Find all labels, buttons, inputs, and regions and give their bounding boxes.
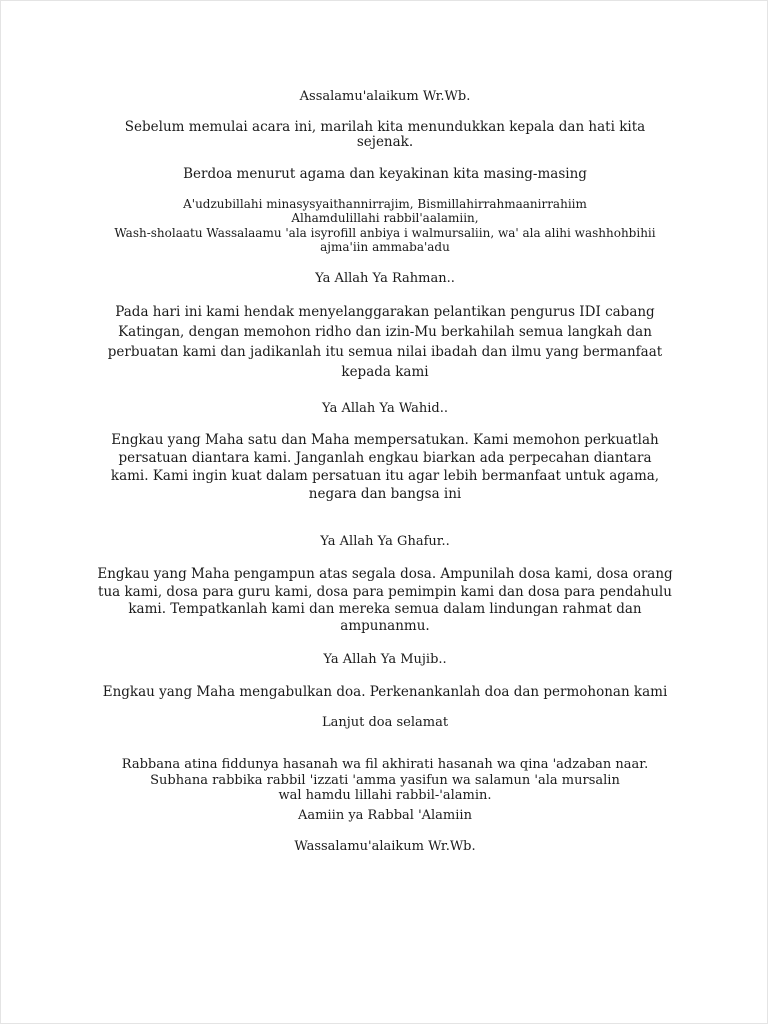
para-mujib: Engkau yang Maha mengabulkan doa. Perkenankanlah doa dan permohonan kami bbox=[102, 684, 668, 700]
greeting: Assalamu'alaikum Wr.Wb. bbox=[299, 89, 471, 104]
opening-line-4: ajma'iin ammaba'adu bbox=[320, 240, 450, 254]
para-ghafur-line-2: tua kami, dosa para guru kami, dosa para pemimpin kami dan dosa para pendahulu bbox=[98, 584, 672, 600]
closing-line-2: Subhana rabbika rabbil 'izzati 'amma yasifun wa salamun 'ala mursalin bbox=[150, 773, 620, 788]
invocation-ghafur: Ya Allah Ya Ghafur.. bbox=[320, 534, 450, 549]
para-rahman-line-2: Katingan, dengan memohon ridho dan izin-Mu berkahilah semua langkah dan bbox=[118, 324, 652, 340]
para-ghafur-line-3: kami. Tempatkanlah kami dan mereka semua dalam lindungan rahmat dan bbox=[128, 601, 642, 617]
para-wahid-line-2: persatuan diantara kami. Janganlah engkau biarkan ada perpecahan diantara bbox=[118, 450, 652, 466]
intro-line-2: sejenak. bbox=[356, 134, 414, 150]
closing-line-1: Rabbana atina fiddunya hasanah wa fil akhirati hasanah wa qina 'adzaban naar. bbox=[121, 757, 649, 772]
para-rahman-line-4: kepada kami bbox=[341, 364, 429, 380]
para-ghafur-line-4: ampunanmu. bbox=[340, 618, 430, 634]
para-ghafur-line-1: Engkau yang Maha pengampun atas segala dosa. Ampunilah dosa kami, dosa orang bbox=[97, 566, 673, 582]
next-prayer: Lanjut doa selamat bbox=[321, 715, 449, 730]
opening-line-1: A'udzubillahi minasysyaithannirrajim, Bismillahirrahmaanirrahiim bbox=[183, 197, 587, 211]
para-wahid-line-3: kami. Kami ingin kuat dalam persatuan itu agar lebih bermanfaat untuk agama, bbox=[110, 468, 660, 484]
opening-line-2: Alhamdulillahi rabbil'aalamiin, bbox=[291, 211, 479, 225]
para-rahman-line-3: perbuatan kami dan jadikanlah itu semua nilai ibadah dan ilmu yang bermanfaat bbox=[107, 344, 663, 360]
intro-line-1: Sebelum memulai acara ini, marilah kita menundukkan kepala dan hati kita bbox=[124, 119, 646, 135]
farewell: Wassalamu'alaikum Wr.Wb. bbox=[294, 839, 476, 854]
invocation-rahman: Ya Allah Ya Rahman.. bbox=[315, 271, 455, 286]
invocation-mujib: Ya Allah Ya Mujib.. bbox=[323, 652, 447, 667]
para-rahman-line-1: Pada hari ini kami hendak menyelanggarakan pelantikan pengurus IDI cabang bbox=[115, 304, 655, 320]
opening-line-3: Wash-sholaatu Wassalaamu 'ala isyrofill anbiya i walmursaliin, wa' ala alihi washhohbihii bbox=[114, 226, 656, 240]
closing-line-3: wal hamdu lillahi rabbil-'alamin. bbox=[278, 788, 492, 803]
para-wahid-line-1: Engkau yang Maha satu dan Maha mempersatukan. Kami memohon perkuatlah bbox=[111, 432, 659, 448]
pray-instruction: Berdoa menurut agama dan keyakinan kita masing-masing bbox=[183, 166, 587, 182]
invocation-wahid: Ya Allah Ya Wahid.. bbox=[322, 401, 448, 416]
amin-line: Aamiin ya Rabbal 'Alamiin bbox=[298, 808, 472, 823]
para-wahid-line-4: negara dan bangsa ini bbox=[308, 486, 462, 502]
